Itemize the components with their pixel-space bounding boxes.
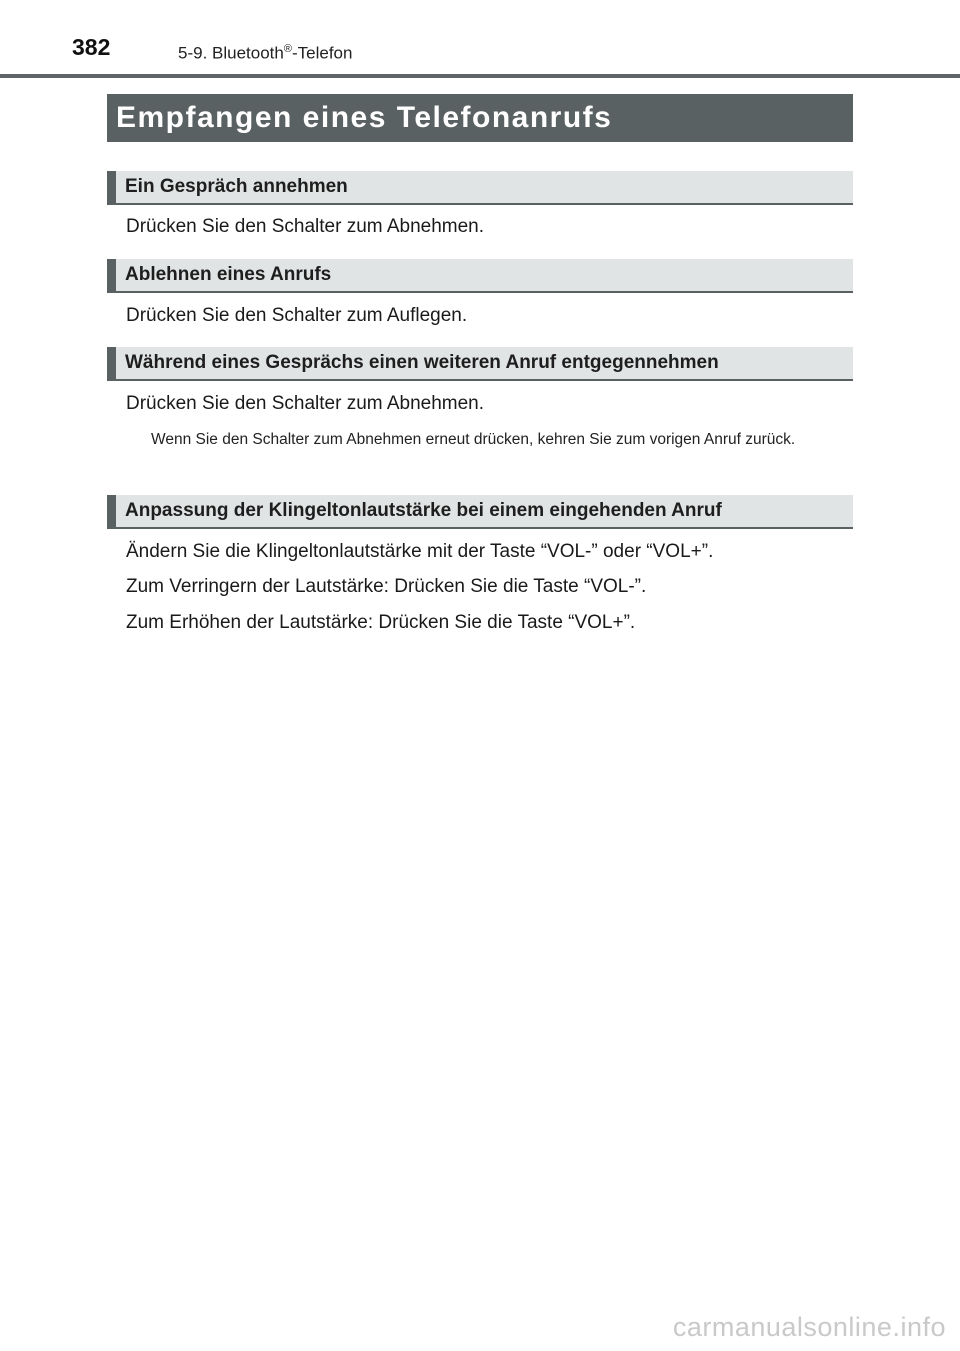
section-heading-text: Ein Gespräch annehmen [125,176,348,197]
registered-mark: ® [283,43,292,55]
section-ref-text: 5-9. Bluetooth [178,43,284,63]
section-heading-second-call [107,347,853,381]
section-ref-suffix: -Telefon [291,43,353,63]
section-heading-reject [107,259,853,293]
volume-line-3: Zum Erhöhen der Lautstärke: Drücken Sie die Taste “VOL+”. [126,612,636,633]
volume-line-2: Zum Verringern der Lautstärke: Drücken Sie die Taste “VOL-”. [126,576,647,597]
section-heading-text: Anpassung der Klingeltonlautstärke bei einem eingehenden Anruf [125,500,722,521]
section-text-answer: Drücken Sie den Schalter zum Abnehmen. [126,216,485,237]
header-divider [0,74,960,78]
section-note-second-call: Wenn Sie den Schalter zum Abnehmen erneut drücken, kehren Sie zum vorigen Anruf zurück. [151,431,796,448]
page-title-bar [107,94,853,142]
section-text-reject: Drücken Sie den Schalter zum Auflegen. [126,305,468,326]
section-heading-text: Während eines Gesprächs einen weiteren Anruf entgegennehmen [125,352,719,373]
section-text-second-call: Drücken Sie den Schalter zum Abnehmen. [126,393,485,414]
watermark: carmanualsonline.info [672,1312,946,1342]
section-heading-text: Ablehnen eines Anrufs [125,264,332,285]
section-heading-ringtone-volume [107,495,853,529]
section-reference [178,43,352,64]
page-number: 382 [72,34,111,60]
page-title: Empfangen eines Telefonanrufs [116,101,613,134]
page-header [0,0,960,80]
volume-line-1: Ändern Sie die Klingeltonlautstärke mit der Taste “VOL-” oder “VOL+”. [126,541,714,562]
section-heading-answer [107,171,853,205]
